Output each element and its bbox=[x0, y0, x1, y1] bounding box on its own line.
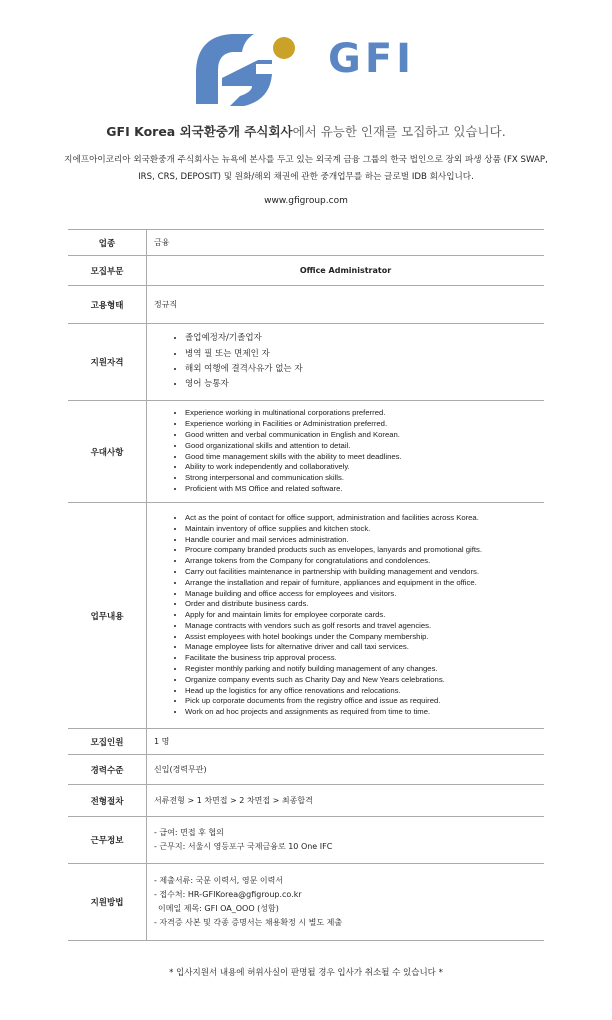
preferred-label: 우대사항 bbox=[68, 401, 147, 503]
row-process bbox=[68, 785, 544, 817]
list-item: • Carry out facilities maintenance in partnership with building management and vendors. bbox=[185, 567, 544, 578]
process-label: 전형절차 bbox=[68, 785, 147, 817]
conditions-label: 근무정보 bbox=[68, 817, 147, 864]
list-item: • Proficient with MS Office and related software. bbox=[185, 484, 544, 495]
list-item: • Good written and verbal communication in English and Korean. bbox=[185, 430, 544, 441]
intro-line-2: IRS, CRS, DEPOSIT) 및 원화/해외 채권에 관한 중개업무를 하는 글로벌 IDB 회사입니다. bbox=[138, 172, 474, 182]
logo-text: GFI bbox=[328, 36, 416, 82]
preferred-list bbox=[147, 408, 544, 494]
gfi-logo-icon bbox=[192, 30, 432, 108]
list-item: • Manage employee lists for alternative driver and call taxi services. bbox=[185, 642, 544, 653]
list-item: • Head up the logistics for any office renovations and relocations. bbox=[185, 686, 544, 697]
certificates-line: - 자격증 사본 및 각종 증명서는 채용확정 시 별도 제출 bbox=[154, 918, 343, 927]
headline-company: GFI Korea 외국환중개 주식회사 bbox=[106, 124, 293, 139]
website-url[interactable]: www.gfigroup.com bbox=[264, 196, 348, 206]
headline bbox=[0, 122, 612, 140]
documents-line: - 제출서류: 국문 이력서, 영문 이력서 bbox=[154, 876, 284, 885]
list-item: • Good organizational skills and attention to detail. bbox=[185, 441, 544, 452]
list-item: • Experience working in Facilities or Administration preferred. bbox=[185, 419, 544, 430]
list-item: • Organize company events such as Charity Day and New Years celebrations. bbox=[185, 675, 544, 686]
footer-note: * 입사지원서 내용에 허위사실이 판명될 경우 입사가 취소될 수 있습니다 * bbox=[169, 968, 443, 978]
list-item: • Act as the point of contact for office support, administration and facilities across Korea. bbox=[185, 513, 544, 524]
list-item: • Experience working in multinational corporations preferred. bbox=[185, 408, 544, 419]
list-item: • Handle courier and mail services administration. bbox=[185, 535, 544, 546]
row-industry bbox=[68, 230, 544, 256]
industry-value: 금융 bbox=[147, 230, 545, 256]
list-item: • Ability to work independently and collaboratively. bbox=[185, 462, 544, 473]
row-headcount bbox=[68, 729, 544, 755]
row-employment bbox=[68, 286, 544, 324]
location-line: - 근무지: 서울시 영등포구 국제금융로 10 One IFC bbox=[154, 842, 333, 851]
list-item: • 병역 필 또는 면제인 자 bbox=[185, 347, 544, 362]
duties-list bbox=[147, 513, 544, 718]
list-item: • Arrange tokens from the Company for congratulations and condolences. bbox=[185, 556, 544, 567]
industry-label: 업종 bbox=[68, 230, 147, 256]
company-intro bbox=[40, 152, 572, 186]
duties-label: 업무내용 bbox=[68, 503, 147, 729]
list-item: • Strong interpersonal and communication skills. bbox=[185, 473, 544, 484]
list-item: • Manage building and office access for employees and visitors. bbox=[185, 589, 544, 600]
row-qualifications bbox=[68, 324, 544, 401]
intro-line-1: 지에프아이코리아 외국환중개 주식회사는 뉴욕에 본사를 두고 있는 외국계 금융 그룹의 한국 법인으로 장외 파생 상품 (FX SWAP, bbox=[64, 155, 548, 165]
list-item: • Manage contracts with vendors such as golf resorts and travel agencies. bbox=[185, 621, 544, 632]
qualifications-list bbox=[147, 331, 544, 392]
list-item: • Procure company branded products such as envelopes, lanyards and promotional gifts. bbox=[185, 545, 544, 556]
list-item: • 영어 능통자 bbox=[185, 377, 544, 392]
apply-label: 지원방법 bbox=[68, 864, 147, 941]
position-value: Office Administrator bbox=[147, 256, 545, 286]
job-table bbox=[68, 229, 544, 941]
row-preferred bbox=[68, 401, 544, 503]
list-item: • 해외 여행에 결격사유가 없는 자 bbox=[185, 362, 544, 377]
process-value: 서류전형 > 1 차면접 > 2 차면접 > 최종합격 bbox=[147, 785, 545, 817]
experience-label: 경력수준 bbox=[68, 755, 147, 785]
employment-value: 정규직 bbox=[147, 286, 545, 324]
headline-rest: 에서 유능한 인재를 모집하고 있습니다. bbox=[292, 124, 506, 139]
row-experience bbox=[68, 755, 544, 785]
row-conditions bbox=[68, 817, 544, 864]
list-item: • Apply for and maintain limits for employee corporate cards. bbox=[185, 610, 544, 621]
headcount-label: 모집인원 bbox=[68, 729, 147, 755]
row-position bbox=[68, 256, 544, 286]
list-item: • Facilitate the business trip approval process. bbox=[185, 653, 544, 664]
position-label: 모집부문 bbox=[68, 256, 147, 286]
experience-value: 신입(경력무관) bbox=[147, 755, 545, 785]
row-apply bbox=[68, 864, 544, 941]
subject-line: 이메일 제목: GFI OA_OOO (성함) bbox=[158, 904, 279, 913]
list-item: • Order and distribute business cards. bbox=[185, 599, 544, 610]
qualifications-label: 지원자격 bbox=[68, 324, 147, 401]
gfi-logo bbox=[192, 30, 432, 108]
list-item: • Pick up corporate documents from the registry office and issue as required. bbox=[185, 696, 544, 707]
list-item: • Register monthly parking and notify building management of any changes. bbox=[185, 664, 544, 675]
list-item: • Assist employees with hotel bookings under the Company membership. bbox=[185, 632, 544, 643]
list-item: • Arrange the installation and repair of furniture, appliances and equipment in the office. bbox=[185, 578, 544, 589]
salary-line: - 급여: 면접 후 협의 bbox=[154, 828, 224, 837]
list-item: • 졸업예정자/기졸업자 bbox=[185, 331, 544, 346]
list-item: • Maintain inventory of office supplies and kitchen stock. bbox=[185, 524, 544, 535]
headcount-value: 1 명 bbox=[147, 729, 545, 755]
employment-label: 고용형태 bbox=[68, 286, 147, 324]
row-duties bbox=[68, 503, 544, 729]
email-line[interactable]: - 접수처: HR-GFIKorea@gfigroup.co.kr bbox=[154, 890, 302, 899]
list-item: • Work on ad hoc projects and assignments as required from time to time. bbox=[185, 707, 544, 718]
list-item: • Good time management skills with the ability to meet deadlines. bbox=[185, 452, 544, 463]
